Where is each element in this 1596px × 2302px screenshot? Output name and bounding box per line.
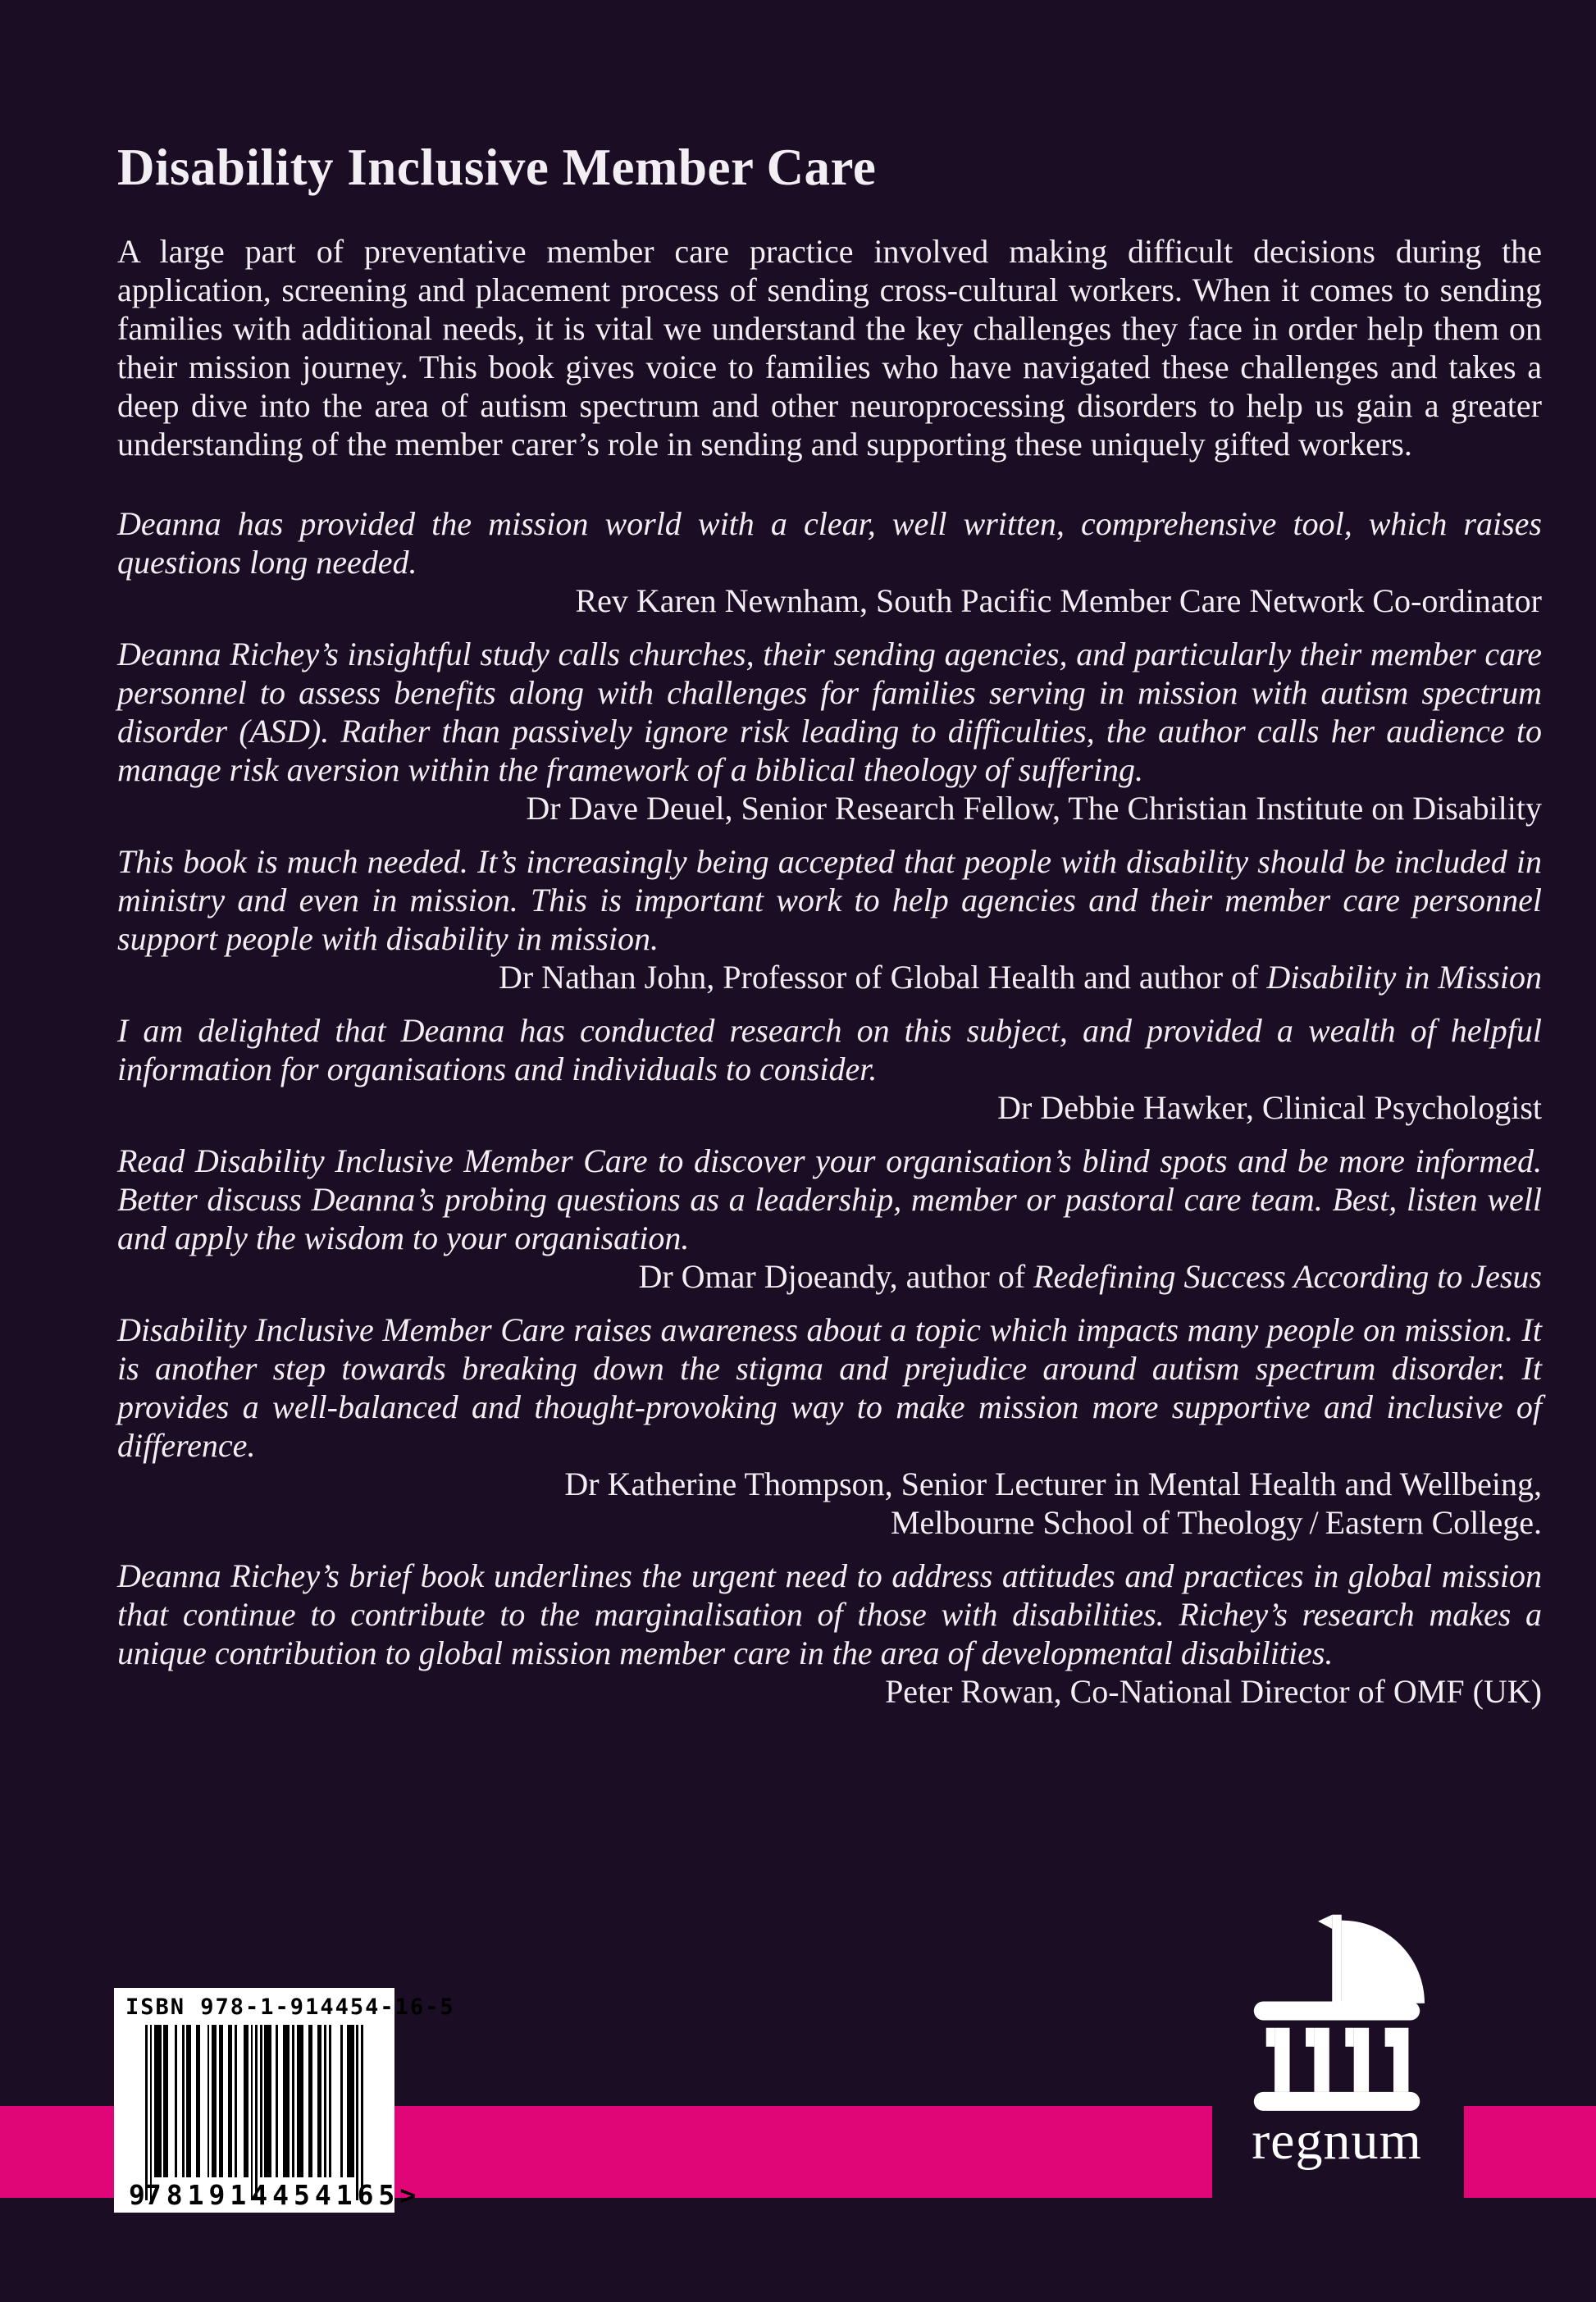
attribution-text: Dr Katherine Thompson, Senior Lecturer in Mental Health and Wellbeing,: [564, 1466, 1542, 1502]
endorsement-attribution: [117, 1503, 1542, 1542]
endorsement: [117, 1311, 1542, 1542]
endorsement-attribution: [117, 1088, 1542, 1127]
attribution-text: Peter Rowan, Co-National Director of OMF (UK): [885, 1673, 1542, 1710]
publisher-logo: [1230, 1911, 1443, 2171]
back-cover-text-column: [117, 138, 1542, 1711]
barcode-digit-group-2: 454165: [272, 2179, 400, 2211]
endorsement-quote: This book is much needed. It’s increasingly being accepted that people with disability should be included in ministry and even in mission. This is important work to help agencies and their member care personnel support people with disability in mission.: [117, 843, 1542, 957]
isbn-label: ISBN 978-1-914454-16-5: [125, 1994, 455, 2020]
attribution-text: Rev Karen Newnham, South Pacific Member Care Network Co-ordinator: [575, 582, 1542, 619]
endorsement-quote: Deanna Richey’s brief book underlines the urgent need to address attitudes and practices in global mission that continue to contribute to the marginalisation of those with disabilities. Richey’s research makes a unique contribution to global mission member care in the area of developmental disabilities.: [117, 1557, 1542, 1671]
barcode-bars: [145, 2025, 363, 2177]
endorsement-quote: Deanna Richey’s insightful study calls churches, their sending agencies, and particularly their member care personnel to assess benefits along with challenges for families serving in mission with autism spectrum disorder (ASD). Rather than passively ignore risk leading to difficulties, the author calls her audience to manage risk aversion within the framework of a biblical theology of suffering.: [117, 636, 1542, 788]
publisher-wordmark: regnum: [1252, 2111, 1422, 2171]
endorsement-quote: Deanna has provided the mission world with a clear, well written, comprehensive tool, which raises questions long needed.: [117, 505, 1542, 581]
endorsement: [117, 1142, 1542, 1296]
blurb-paragraph: A large part of preventative member care practice involved making difficult decisions during the application, screening and placement process of sending cross-cultural workers. When it comes to sending families with additional needs, it is vital we understand the key challenges they face in order help them on their mission journey. This book gives voice to families who have navigated these challenges and takes a deep dive into the area of autism spectrum and other neuroprocessing disorders to help us gain a greater understanding of the member carer’s role in sending and supporting these uniquely gifted workers.: [117, 233, 1542, 463]
endorsement-attribution: [117, 1257, 1542, 1296]
barcode-digit-group-1: 781914: [144, 2179, 273, 2211]
endorsement: [117, 1557, 1542, 1711]
endorsement-attribution: [117, 1465, 1542, 1503]
barcode-digits: [129, 2179, 417, 2211]
barcode-end-char: >: [399, 2179, 417, 2211]
endorsement-quote: I am delighted that Deanna has conducted research on this subject, and provided a wealth of helpful information for organisations and individuals to consider.: [117, 1012, 1542, 1087]
attribution-text: Dr Debbie Hawker, Clinical Psychologist: [997, 1089, 1542, 1126]
barcode-bar: [361, 2025, 363, 2200]
attribution-book-title: Redefining Success According to Jesus: [1033, 1258, 1542, 1295]
endorsement: [117, 504, 1542, 620]
endorsement-quote: Disability Inclusive Member Care raises awareness about a topic which impacts many people on mission. It is another step towards breaking down the stigma and prejudice around autism spectrum disorder. It provides a well-balanced and thought-provoking way to make mission more supportive and inclusive of difference.: [117, 1311, 1542, 1464]
endorsement: [117, 842, 1542, 996]
barcode-digit-lead: 9: [129, 2179, 145, 2211]
attribution-text: Dr Dave Deuel, Senior Research Fellow, The Christian Institute on Disability: [526, 790, 1542, 827]
endorsement-attribution: [117, 958, 1542, 996]
endorsement-attribution: [117, 581, 1542, 620]
endorsements-section: [117, 504, 1542, 1711]
attribution-book-title: Disability in Mission: [1266, 959, 1542, 996]
attribution-text: Melbourne School of Theology / Eastern College.: [890, 1504, 1542, 1541]
regnum-building-icon: [1243, 1911, 1431, 2111]
page-title: Disability Inclusive Member Care: [117, 139, 877, 196]
endorsement-attribution: [117, 789, 1542, 827]
endorsement-attribution: [117, 1672, 1542, 1711]
attribution-text: Dr Omar Djoeandy, author of: [638, 1258, 1034, 1295]
barcode: [114, 1988, 455, 2213]
endorsement: [117, 1011, 1542, 1127]
endorsement-quote: Read Disability Inclusive Member Care to discover your organisation’s blind spots and be more informed. Better discuss Deanna’s probing questions as a leadership, member or pastoral care team. Best, listen well and apply the wisdom to your organisation.: [117, 1142, 1542, 1256]
attribution-text: Dr Nathan John, Professor of Global Health and author of: [498, 959, 1267, 996]
endorsement: [117, 635, 1542, 827]
